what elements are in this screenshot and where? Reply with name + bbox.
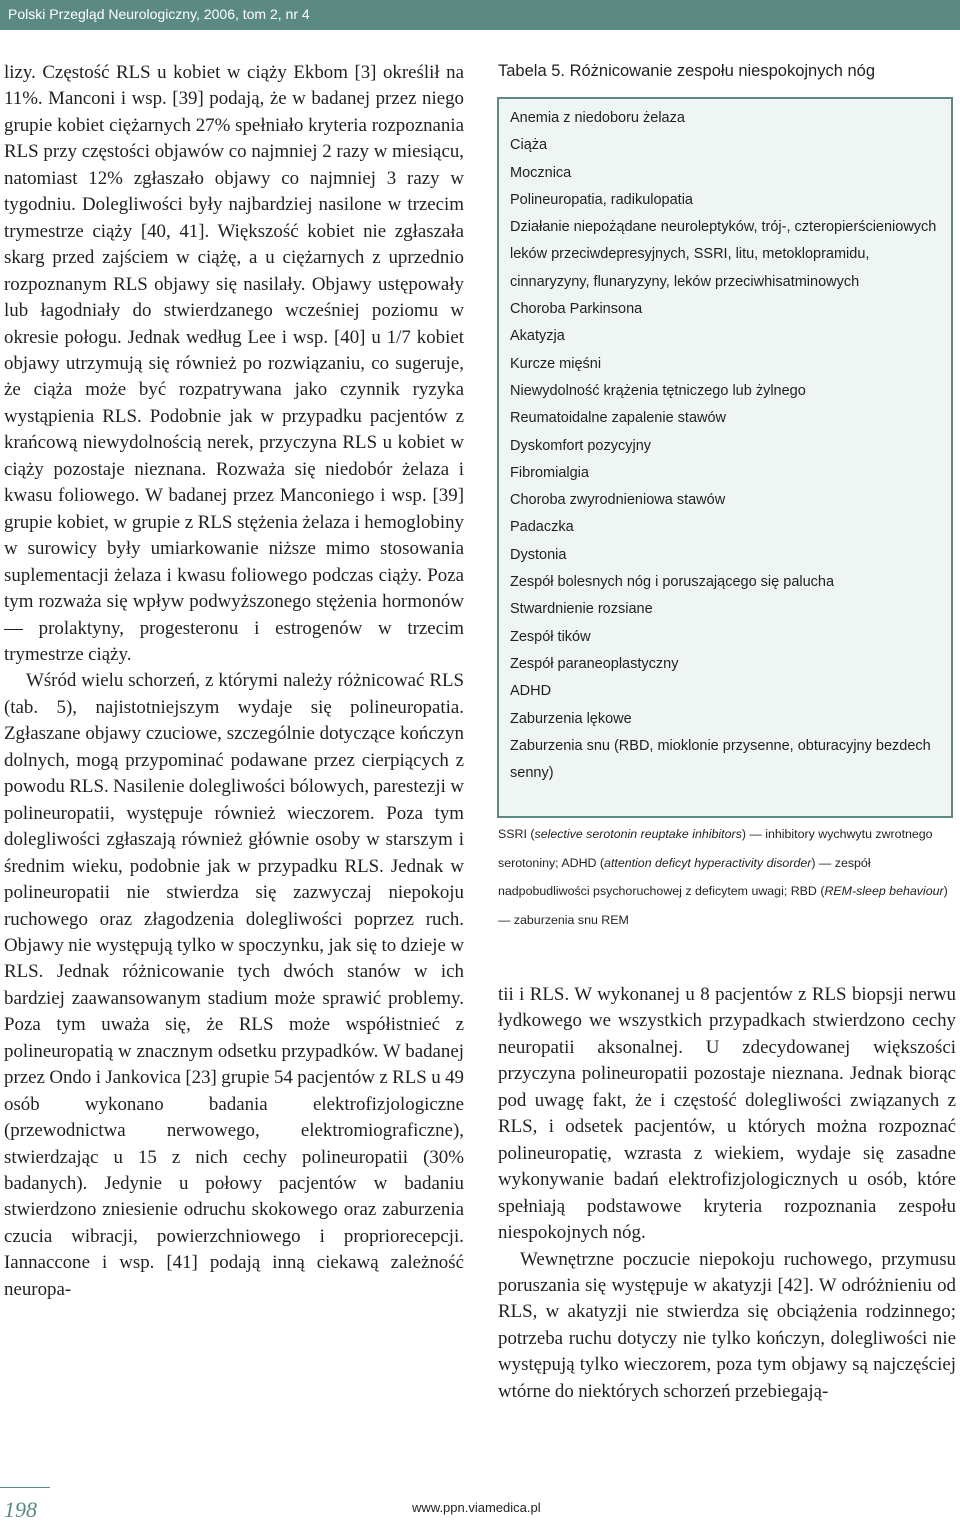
footnote-text: ) — zespół nadpobudliwości psychoruchowej z deficytem uwagi; RBD ( <box>498 855 871 899</box>
table-item: Padaczka <box>510 519 574 536</box>
table-item: Ciąża <box>510 137 548 154</box>
table-item: Dyskomfort pozycyjny <box>510 437 652 454</box>
table-item: Choroba zwyrodnieniowa stawów <box>510 492 726 509</box>
table-item: Reumatoidalne zapalenie stawów <box>510 410 727 427</box>
table-item: Polineuropatia, radikulopatia <box>510 191 693 208</box>
table-title: Różnicowanie zespołu niespokojnych nóg <box>569 62 876 80</box>
footnote-term: REM-sleep behaviour <box>824 884 944 899</box>
journal-url: www.ppn.viamedica.pl <box>412 1500 541 1515</box>
table-footnote <box>498 820 956 935</box>
table-item: Zaburzenia lękowe <box>510 710 632 727</box>
table-caption <box>498 62 958 81</box>
body-paragraph: lizy. Częstość RLS u kobiet w ciąży Ekbom [3] określił na 11%. Manconi i wsp. [39] podają, że w badanej przez niego grupie kobiet ciężarnych 27% spełniało kryteria rozpoznania RLS przy częstości objawów co najmniej 2 razy w miesiącu, natomiast 12% zgłaszało objawy co najmniej 3 razy w tygodniu. Dolegliwości były najbardziej nasilone w trzecim trymestrze ciąży [40, 41]. Większość kobiet nie zgłaszała skarg przed zajściem w ciążę, a u ciężarnych z uprzednio rozpoznanym RLS objawy się nasilały. Objawy ustępowały lub łagodniały do stwierdzanego wcześniej poziomu w okresie połogu. Jednak według Lee i wsp. [40] u 1/7 kobiet objawy utrzymują się również po rozwiązaniu, co sugeruje, że ciąża może być rozpatrywana jako czynnik ryzyka wystąpienia RLS. Podobnie jak w przypadku pacjentów z krańcową niewydolnością nerek, przyczyna RLS u kobiet w ciąży pozostaje nieznana. Rozważa się niedobór żelaza i kwasu foliowego. W badanej przez Manconiego i wsp. [39] grupie kobiet, w grupie z RLS stężenia żelaza i hemoglobiny w surowicy były umiarkowanie niższe mimo stosowania suplementacji żelaza i kwasu foliowego podczas ciąży. Poza tym rozważa się wpływ podwyższonego stężenia hormonów — prolaktyny, progesteronu i estrogenów w trzecim trymestrze ciąży. <box>4 62 464 665</box>
table-item: Niewydolność krążenia tętniczego lub żylnego <box>510 382 806 399</box>
journal-header-bar <box>0 0 960 30</box>
table-item: Zespół bolesnych nóg i poruszającego się palucha <box>510 574 835 591</box>
table-label: Tabela 5. <box>498 62 565 80</box>
table-item: Stwardnienie rozsiane <box>510 601 653 618</box>
footnote-term: selective serotonin reuptake inhibitors <box>534 827 742 841</box>
footnote-text: ) — inhibitory wychwytu zwrotnego serotoniny; ADHD ( <box>498 827 933 870</box>
table-item-list <box>499 99 951 787</box>
footnote-text: SSRI ( <box>498 827 535 841</box>
table-item: Choroba Parkinsona <box>510 301 643 318</box>
differential-diagnosis-table <box>497 97 953 818</box>
body-paragraph: Wewnętrzne poczucie niepokoju ruchowego, przymusu poruszania się występuje w akatyzji [42]. W odróżnieniu od RLS, w akatyzji nie stwierdza się obciążenia rodzinnego; potrzeba ruchu dotyczy nie tylko kończyn, dolegliwości nie występują tylko wieczorem, poza tym objawy są najczęściej wtórne do niektórych schorzeń przebiegają- <box>498 1248 956 1402</box>
body-paragraph: tii i RLS. W wykonanej u 8 pacjentów z RLS biopsji nerwu łydkowego we wszystkich przypadkach stwierdzono cechy neuropatii aksonalnej. U zdecydowanej większości przyczyna polineuropatii pozostaje nieznana. Jednak biorąc pod uwagę fakt, że i częstość dolegliwości związanych z RLS, i odsetek pacjentów, u których można rozpoznać polineuropatię, wzrasta z wiekiem, wydaje się zasadne wykonywanie badań elektrofizjologicznych u osób, które spełniają podstawowe kryteria rozpoznania zespołu niespokojnych nóg. <box>498 984 956 1244</box>
table-item: Fibromialgia <box>510 464 589 481</box>
table-item: Zespół paraneoplastyczny <box>510 655 679 672</box>
table-item: Działanie niepożądane neuroleptyków, trój-, czteropierścieniowych leków przeciwdepresyjnych, SSRI, litu, metoklopramidu, cinnaryzyny, flunaryzyny, leków przeciwhisatminowych <box>510 219 937 290</box>
left-text-column <box>4 60 464 1303</box>
table-item: Anemia z niedoboru żelaza <box>510 110 685 126</box>
journal-header-title: Polski Przegląd Neurologiczny, 2006, tom 2, nr 4 <box>8 6 310 22</box>
table-item: Kurcze mięśni <box>510 355 602 372</box>
table-item: Akatyzja <box>510 328 565 345</box>
footnote-text: ) — zaburzenia snu REM <box>498 884 948 928</box>
footnote-term: attention deficyt hyperactivity disorder <box>604 855 812 870</box>
table-item: ADHD <box>510 683 552 700</box>
table-item: Mocznica <box>510 164 572 181</box>
table-item: Dystonia <box>510 546 567 563</box>
table-item: Zespół tików <box>510 628 591 645</box>
page-number: 198 <box>4 1497 37 1522</box>
footer-divider <box>0 1487 50 1488</box>
table-item: Zaburzenia snu (RBD, mioklonie przysenne, obturacyjny bezdech senny) <box>510 737 931 782</box>
body-paragraph: Wśród wielu schorzeń, z którymi należy różnicować RLS (tab. 5), najistotniejszym wydaje się polineuropatia. Zgłaszane objawy czuciowe, szczególnie dotyczące kończyn dolnych, mogą przypominać podawane przez cierpiących z powodu RLS. Nasilenie dolegliwości bólowych, parestezji w polineuropatii, występuje również wieczorem. Poza tym dolegliwości zgłaszają również głównie osoby w starszym i średnim wieku, podobnie jak w przypadku RLS. Jednak w polineuropatii nie stwierdza się zazwyczaj niepokoju ruchowego oraz złagodzenia dolegliwości poprzez ruch. Objawy nie występują tylko w spoczynku, jak się to dzieje w RLS. Jednak różnicowanie tych dwóch stanów w ich bardziej zaawansowanym stadium może sprawić problemy. Poza tym uważa się, że RLS może współistnieć z polineuropatią w znacznym odsetku przypadków. W badanej przez Ondo i Jankovica [23] grupie 54 pacjentów z RLS u 49 osób wykonano badania elektrofizjologiczne (przewodnictwa nerwowego, elektromiograficzne), stwierdzając u 15 z nich cechy polineuropatii (30% badanych). Jedynie u połowy pacjentów w badaniu stwierdzono zniesienie odruchu skokowego oraz zaburzenia czucia wibracji, powierzchniowego i propriorecepcji. Iannaccone i wsp. [41] podają inną ciekawą zależność neuropa- <box>4 670 464 1300</box>
right-text-column <box>498 982 956 1405</box>
